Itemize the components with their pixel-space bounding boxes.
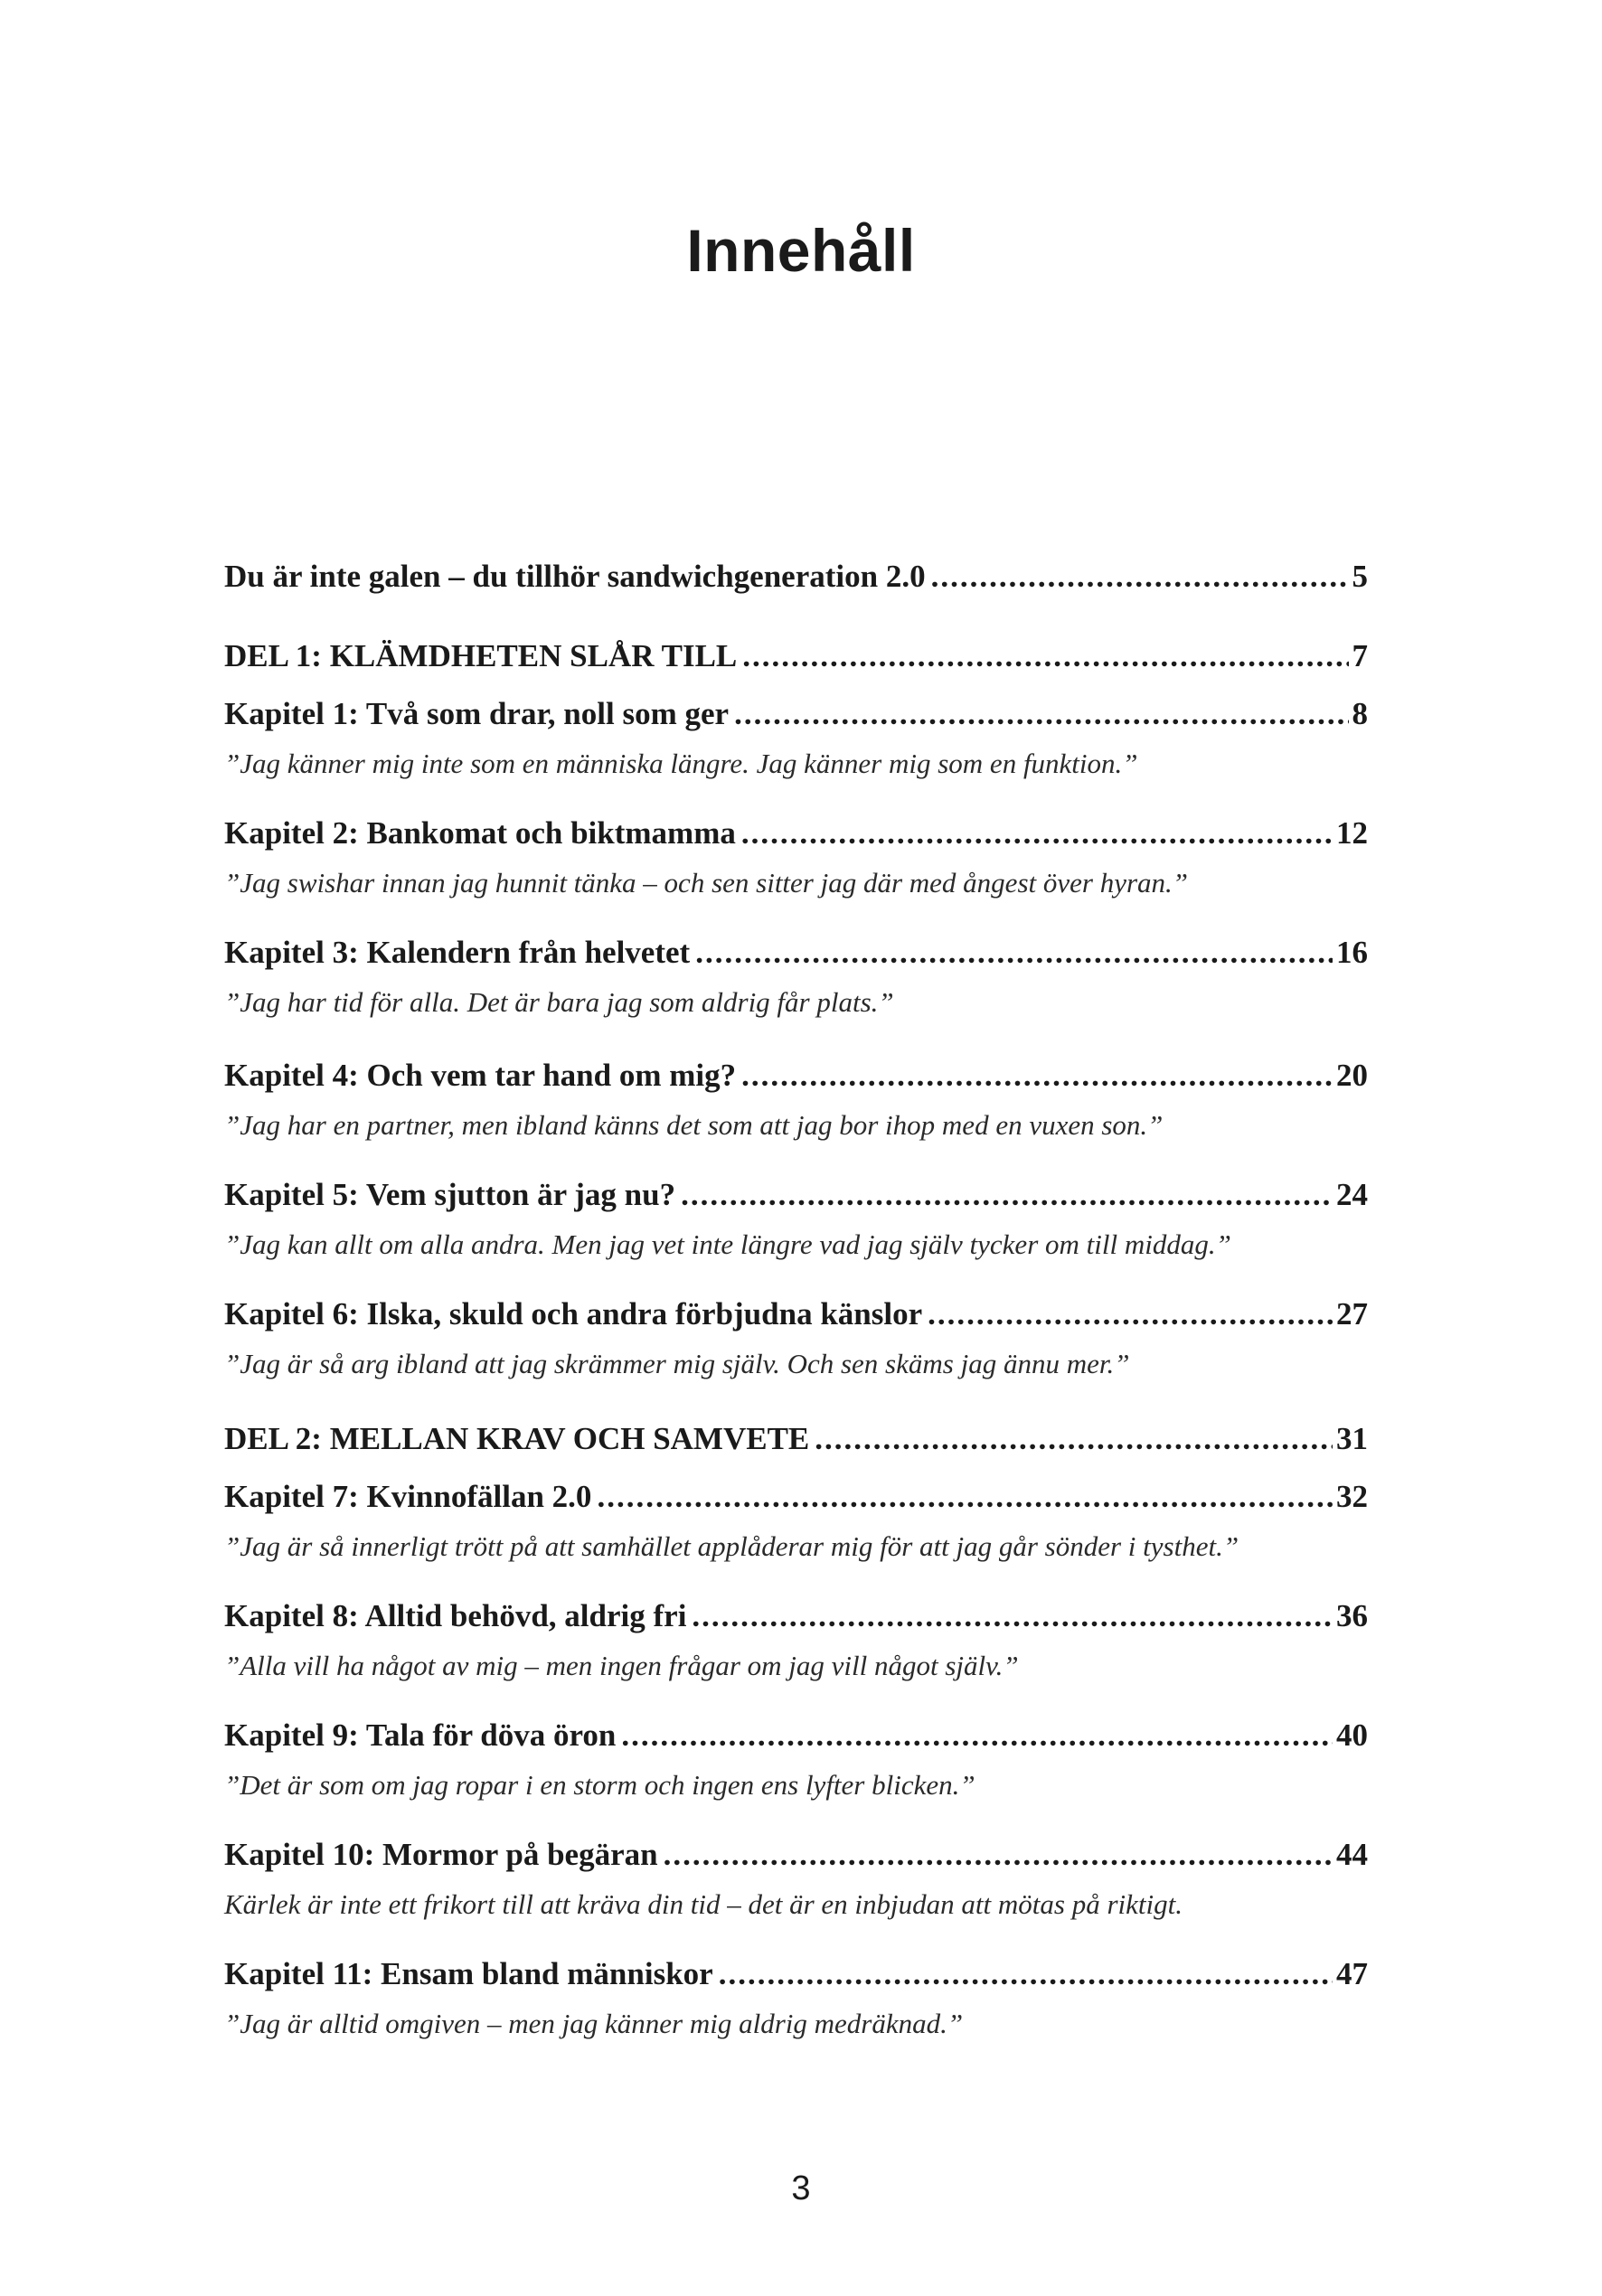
chapter-quote: ”Det är som om jag ropar i en storm och ingen ens lyfter blicken.”: [224, 1769, 975, 1801]
dot-leader: [719, 1953, 1333, 1996]
toc-entry-page: 8: [1352, 696, 1368, 731]
chapter-quote: ”Jag känner mig inte som en människa längre. Jag känner mig som en funktion.”: [224, 748, 1138, 779]
toc-entry-page: 27: [1336, 1296, 1368, 1331]
toc-entry-chapter-11[interactable]: [224, 1953, 1368, 1996]
toc-entry-intro[interactable]: [224, 555, 1368, 598]
toc-entry-label: Kapitel 2: Bankomat och biktmamma: [224, 815, 736, 851]
toc-entry-chapter-8[interactable]: [224, 1595, 1368, 1638]
toc-entry-part-1[interactable]: [224, 635, 1368, 678]
toc-entry-chapter-1[interactable]: [224, 692, 1368, 736]
toc-entry-part-2[interactable]: [224, 1417, 1368, 1461]
toc-entry-page: 5: [1352, 559, 1368, 594]
toc-entry-chapter-7[interactable]: [224, 1475, 1368, 1519]
dot-leader: [621, 1714, 1333, 1757]
toc-entry-label: Kapitel 9: Tala för döva öron: [224, 1717, 617, 1753]
toc-entry-label: DEL 2: MELLAN KRAV OCH SAMVETE: [224, 1421, 810, 1456]
dot-leader: [931, 555, 1349, 598]
toc-entry-page: 24: [1336, 1177, 1368, 1212]
dot-leader: [928, 1293, 1333, 1336]
chapter-quote: ”Jag swishar innan jag hunnit tänka – och sen sitter jag där med ångest över hyran.”: [224, 867, 1189, 899]
toc-entry-label: Kapitel 4: Och vem tar hand om mig?: [224, 1058, 737, 1093]
dot-leader: [692, 1595, 1333, 1638]
dot-leader: [681, 1173, 1333, 1217]
toc-entry-label: DEL 1: KLÄMDHETEN SLÅR TILL: [224, 638, 738, 673]
toc-entry-label: Kapitel 6: Ilska, skuld och andra förbjudna känslor: [224, 1296, 923, 1331]
toc-entry-label: Kapitel 10: Mormor på begäran: [224, 1837, 658, 1872]
toc-entry-chapter-4[interactable]: [224, 1054, 1368, 1097]
chapter-quote: ”Jag är så innerligt trött på att samhället applåderar mig för att jag går sönder i tysthet.”: [224, 1530, 1239, 1562]
chapter-quote: ”Jag är så arg ibland att jag skrämmer mig själv. Och sen skäms jag ännu mer.”: [224, 1348, 1130, 1379]
toc-entry-label: Kapitel 7: Kvinnofällan 2.0: [224, 1479, 592, 1514]
toc-entry-page: 47: [1336, 1956, 1368, 1991]
toc-entry-chapter-10[interactable]: [224, 1833, 1368, 1877]
toc-entry-chapter-9[interactable]: [224, 1714, 1368, 1757]
toc-entry-label: Du är inte galen – du tillhör sandwichgeneration 2.0: [224, 559, 926, 594]
dot-leader: [742, 635, 1348, 678]
table-of-contents: [224, 0, 1368, 2169]
toc-entry-chapter-5[interactable]: [224, 1173, 1368, 1217]
toc-entry-label: Kapitel 11: Ensam bland människor: [224, 1956, 713, 1991]
toc-entry-page: 31: [1336, 1421, 1368, 1456]
chapter-quote: ”Alla vill ha något av mig – men ingen frågar om jag vill något själv.”: [224, 1650, 1019, 1681]
dot-leader: [815, 1417, 1333, 1461]
chapter-quote: ”Jag är alltid omgiven – men jag känner mig aldrig medräknad.”: [224, 2008, 964, 2039]
toc-entry-page: 40: [1336, 1717, 1368, 1753]
toc-entry-chapter-2[interactable]: [224, 812, 1368, 855]
toc-entry-label: Kapitel 3: Kalendern från helvetet: [224, 935, 691, 970]
dot-leader: [664, 1833, 1333, 1877]
toc-entry-chapter-3[interactable]: [224, 931, 1368, 974]
dot-leader: [695, 931, 1333, 974]
toc-entry-page: 20: [1336, 1058, 1368, 1093]
toc-entry-page: 7: [1352, 638, 1368, 673]
toc-entry-page: 36: [1336, 1598, 1368, 1633]
toc-entry-page: 32: [1336, 1479, 1368, 1514]
toc-entry-label: Kapitel 1: Två som drar, noll som ger: [224, 696, 730, 731]
chapter-quote: Kärlek är inte ett frikort till att kräva din tid – det är en inbjudan att mötas på riktigt.: [224, 1888, 1183, 1920]
toc-entry-label: Kapitel 8: Alltid behövd, aldrig fri: [224, 1598, 687, 1633]
dot-leader: [741, 1054, 1333, 1097]
toc-entry-page: 12: [1336, 815, 1368, 851]
toc-entry-page: 16: [1336, 935, 1368, 970]
dot-leader: [741, 812, 1333, 855]
chapter-quote: ”Jag har tid för alla. Det är bara jag som aldrig får plats.”: [224, 986, 894, 1018]
toc-entry-chapter-6[interactable]: [224, 1293, 1368, 1336]
page-title: Innehåll: [686, 217, 916, 284]
chapter-quote: ”Jag kan allt om alla andra. Men jag vet inte längre vad jag själv tycker om till middag.”: [224, 1228, 1231, 1260]
toc-entry-page: 44: [1336, 1837, 1368, 1872]
chapter-quote: ”Jag har en partner, men ibland känns det som att jag bor ihop med en vuxen son.”: [224, 1109, 1164, 1141]
page-number: 3: [791, 2169, 811, 2207]
dot-leader: [597, 1475, 1333, 1519]
toc-entry-label: Kapitel 5: Vem sjutton är jag nu?: [224, 1177, 676, 1212]
dot-leader: [734, 692, 1348, 736]
